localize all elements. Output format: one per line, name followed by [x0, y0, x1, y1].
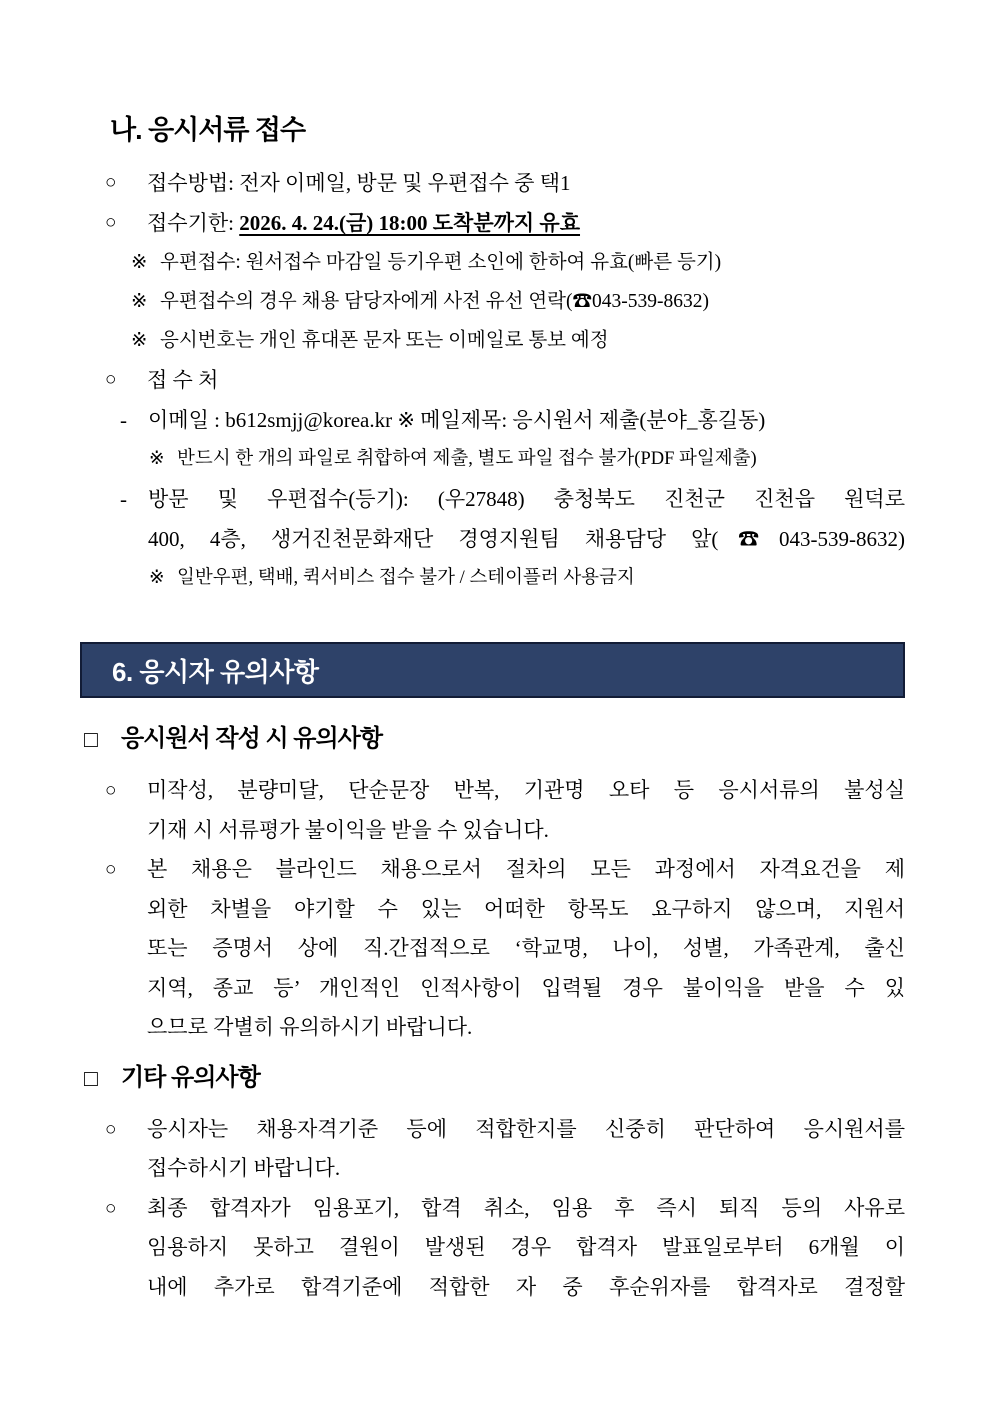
- square-marker: □: [84, 726, 97, 752]
- text-line: 미작성, 분량미달, 단순문장 반복, 기관명 오타 등 응시서류의 불성실: [147, 778, 905, 802]
- note-marker: ※: [149, 449, 165, 469]
- text-line: 우편접수의 경우 채용 담당자에게 사전 유선 연락(☎043-539-8632): [160, 291, 709, 312]
- deadline-item: [105, 203, 905, 243]
- text-line: 우편접수: 원서접수 마감일 등기우편 소인에 한하여 유효(빠른 등기): [160, 252, 722, 273]
- text-line: 접 수 처: [147, 368, 219, 392]
- text-line: 이메일 : b612smjj@korea.kr ※ 메일제목: 응시원서 제출(분야_홍길동): [148, 408, 766, 432]
- self-check-paragraph: [105, 1110, 905, 1189]
- text-line: 응시자는 채용자격기준 등에 적합한지를 신중히 판단하여 응시원서를: [147, 1116, 905, 1141]
- dash-marker: -: [120, 408, 127, 432]
- blind-hiring-paragraph: [105, 850, 905, 1048]
- circle-bullet: ○: [105, 369, 117, 390]
- note-marker: ※: [131, 330, 148, 351]
- exam-number-note: [131, 321, 905, 360]
- phone-contact-note: [131, 282, 905, 321]
- text-line: [147, 203, 905, 243]
- replacement-candidate-paragraph: [105, 1189, 905, 1308]
- visit-postal-item: [120, 479, 905, 559]
- text-line: 반드시 한 개의 파일로 취합하여 제출, 별도 파일 접수 불가(PDF 파일제출): [177, 449, 757, 469]
- section-6-banner: [80, 642, 905, 698]
- text-line: 외한 차별을 야기할 수 있는 어떠한 항목도 요구하지 않으며, 지원서: [147, 896, 905, 921]
- postal-validity-note: [131, 243, 905, 282]
- circle-bullet: ○: [105, 172, 117, 193]
- dash-marker: -: [120, 487, 127, 511]
- email-item: [120, 400, 905, 440]
- text-line: 지역, 종교 등’ 개인적인 인적사항이 입력될 경우 불이익을 받을 수 있: [147, 975, 905, 1000]
- note-marker: ※: [131, 252, 148, 273]
- section-b-title: 나. 응시서류 접수: [110, 115, 306, 145]
- square-marker: □: [84, 1064, 97, 1091]
- text-line: 방문 및 우편접수(등기): (우27848) 충청북도 진천군 진천읍 원덕로: [148, 487, 905, 511]
- incomplete-entry-paragraph: [105, 771, 905, 850]
- heading-text: 응시원서 작성 시 유의사항: [121, 725, 383, 752]
- text-line: 400, 4층, 생거진천문화재단 경영지원팀 채용담당 앞(☎043-539-8632): [148, 527, 905, 551]
- circle-bullet: ○: [105, 1118, 117, 1140]
- text-line: 내에 추가로 합격기준에 적합한 자 중 후순위자를 합격자로 결정할: [147, 1274, 905, 1299]
- section-6-banner-title: 6. 응시자 유의사항: [112, 656, 319, 687]
- text-line: 접수하시기 바랍니다.: [147, 1156, 341, 1180]
- other-notice-heading: [84, 1062, 905, 1094]
- reception-desk-item: [105, 360, 905, 400]
- text-line: 접수방법: 전자 이메일, 방문 및 우편접수 중 택1: [147, 171, 571, 195]
- circle-bullet: ○: [105, 859, 117, 880]
- text-line: 최종 합격자가 임용포기, 합격 취소, 임용 후 즉시 퇴직 등의 사유로: [147, 1195, 905, 1220]
- circle-bullet: ○: [105, 1197, 117, 1219]
- text-line: 본 채용은 블라인드 채용으로서 절차의 모든 과정에서 자격요건을 제: [147, 857, 905, 881]
- circle-bullet: ○: [105, 780, 117, 801]
- application-form-notice-heading: [84, 723, 905, 755]
- text-line: 일반우편, 택배, 퀵서비스 접수 불가 / 스테이플러 사용금지: [177, 568, 635, 588]
- text-line: 기재 시 서류평가 불이익을 받을 수 있습니다.: [147, 817, 549, 842]
- text-line: 응시번호는 개인 휴대폰 문자 또는 이메일로 통보 예정: [160, 330, 609, 351]
- circle-bullet: ○: [105, 212, 117, 233]
- text-line: 또는 증명서 상에 직.간접적으로 ‘학교명, 나이, 성별, 가족관계, 출신: [147, 936, 905, 960]
- text-line: 임용하지 못하고 결원이 발생된 경우 합격자 발표일로부터 6개월 이: [147, 1235, 905, 1259]
- single-file-note: [149, 440, 905, 479]
- note-marker: ※: [149, 568, 165, 588]
- text-line: 으므로 각별히 유의하시기 바랍니다.: [147, 1015, 473, 1039]
- mail-restriction-note: [149, 559, 905, 598]
- method-item: [105, 163, 905, 203]
- note-marker: ※: [131, 291, 148, 312]
- deadline-value: 2026. 4. 24.(금) 18:00 도착분까지 유효: [239, 211, 581, 235]
- heading-text: 기타 유의사항: [121, 1063, 260, 1091]
- deadline-label: 접수기한:: [147, 211, 240, 235]
